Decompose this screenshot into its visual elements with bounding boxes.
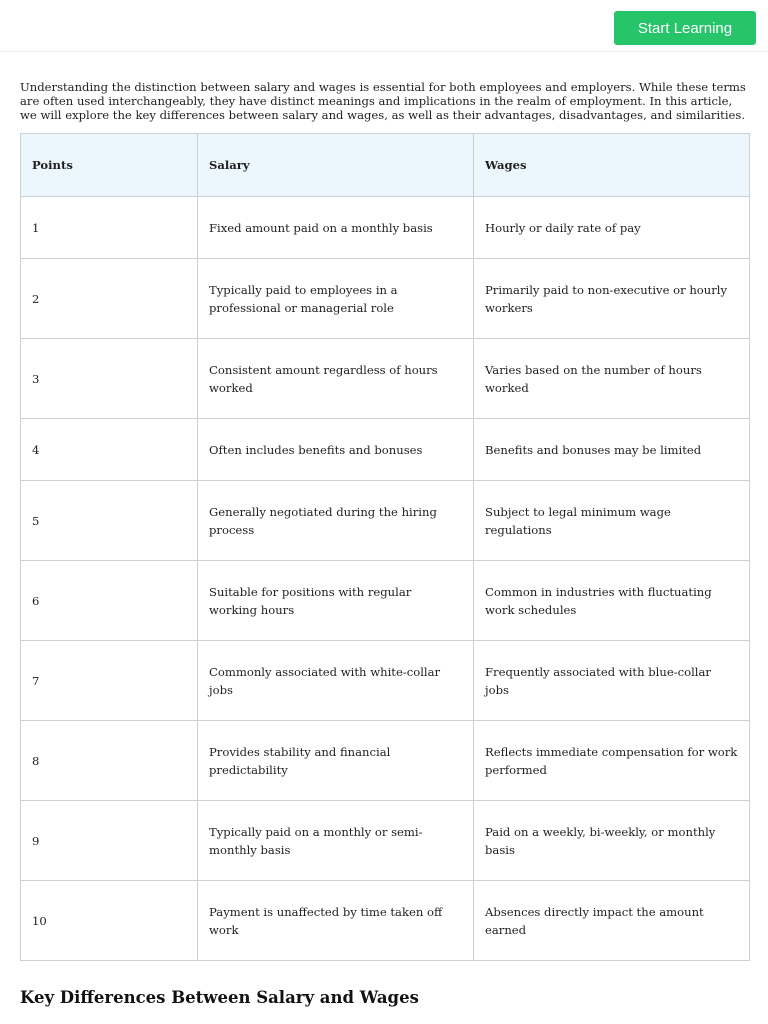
table-row xyxy=(21,259,750,339)
wages-cell: Frequently associated with blue-collar jobs xyxy=(474,641,750,721)
point-number: 7 xyxy=(21,641,198,721)
wages-cell: Primarily paid to non-executive or hourly workers xyxy=(474,259,750,339)
salary-cell: Suitable for positions with regular working hours xyxy=(198,561,474,641)
point-number: 5 xyxy=(21,481,198,561)
salary-cell: Generally negotiated during the hiring process xyxy=(198,481,474,561)
table-row xyxy=(21,339,750,419)
point-number: 8 xyxy=(21,721,198,801)
point-number: 10 xyxy=(21,881,198,961)
wages-cell: Hourly or daily rate of pay xyxy=(474,197,750,259)
point-number: 2 xyxy=(21,259,198,339)
point-number: 3 xyxy=(21,339,198,419)
wages-cell: Common in industries with fluctuating work schedules xyxy=(474,561,750,641)
column-header-salary: Salary xyxy=(198,134,474,197)
wages-cell: Benefits and bonuses may be limited xyxy=(474,419,750,481)
table-header-row xyxy=(21,134,750,197)
column-header-points: Points xyxy=(21,134,198,197)
salary-cell: Typically paid to employees in a professional or managerial role xyxy=(198,259,474,339)
table-row xyxy=(21,561,750,641)
salary-cell: Commonly associated with white-collar jobs xyxy=(198,641,474,721)
table-row xyxy=(21,721,750,801)
start-learning-button[interactable]: Start Learning xyxy=(614,11,756,45)
wages-cell: Reflects immediate compensation for work performed xyxy=(474,721,750,801)
salary-cell: Fixed amount paid on a monthly basis xyxy=(198,197,474,259)
salary-cell: Payment is unaffected by time taken off work xyxy=(198,881,474,961)
wages-cell: Absences directly impact the amount earned xyxy=(474,881,750,961)
point-number: 4 xyxy=(21,419,198,481)
point-number: 9 xyxy=(21,801,198,881)
salary-cell: Consistent amount regardless of hours worked xyxy=(198,339,474,419)
point-number: 6 xyxy=(21,561,198,641)
table-row xyxy=(21,419,750,481)
column-header-wages: Wages xyxy=(474,134,750,197)
top-bar xyxy=(0,0,768,52)
salary-cell: Provides stability and financial predictability xyxy=(198,721,474,801)
wages-cell: Paid on a weekly, bi-weekly, or monthly basis xyxy=(474,801,750,881)
wages-cell: Varies based on the number of hours worked xyxy=(474,339,750,419)
salary-cell: Often includes benefits and bonuses xyxy=(198,419,474,481)
salary-cell: Typically paid on a monthly or semi-monthly basis xyxy=(198,801,474,881)
table-row xyxy=(21,197,750,259)
intro-paragraph: Understanding the distinction between salary and wages is essential for both employees and employers. While these terms are often used interchangeably, they have distinct meanings and implications in the realm of employment. In this article, we will explore the key differences between salary and wages, as well as their advantages, disadvantages, and similarities. xyxy=(20,80,746,122)
section-heading: Key Differences Between Salary and Wages xyxy=(20,988,419,1007)
table-row xyxy=(21,481,750,561)
comparison-table xyxy=(20,133,750,961)
table-row xyxy=(21,881,750,961)
wages-cell: Subject to legal minimum wage regulations xyxy=(474,481,750,561)
table-row xyxy=(21,641,750,721)
table-row xyxy=(21,801,750,881)
point-number: 1 xyxy=(21,197,198,259)
